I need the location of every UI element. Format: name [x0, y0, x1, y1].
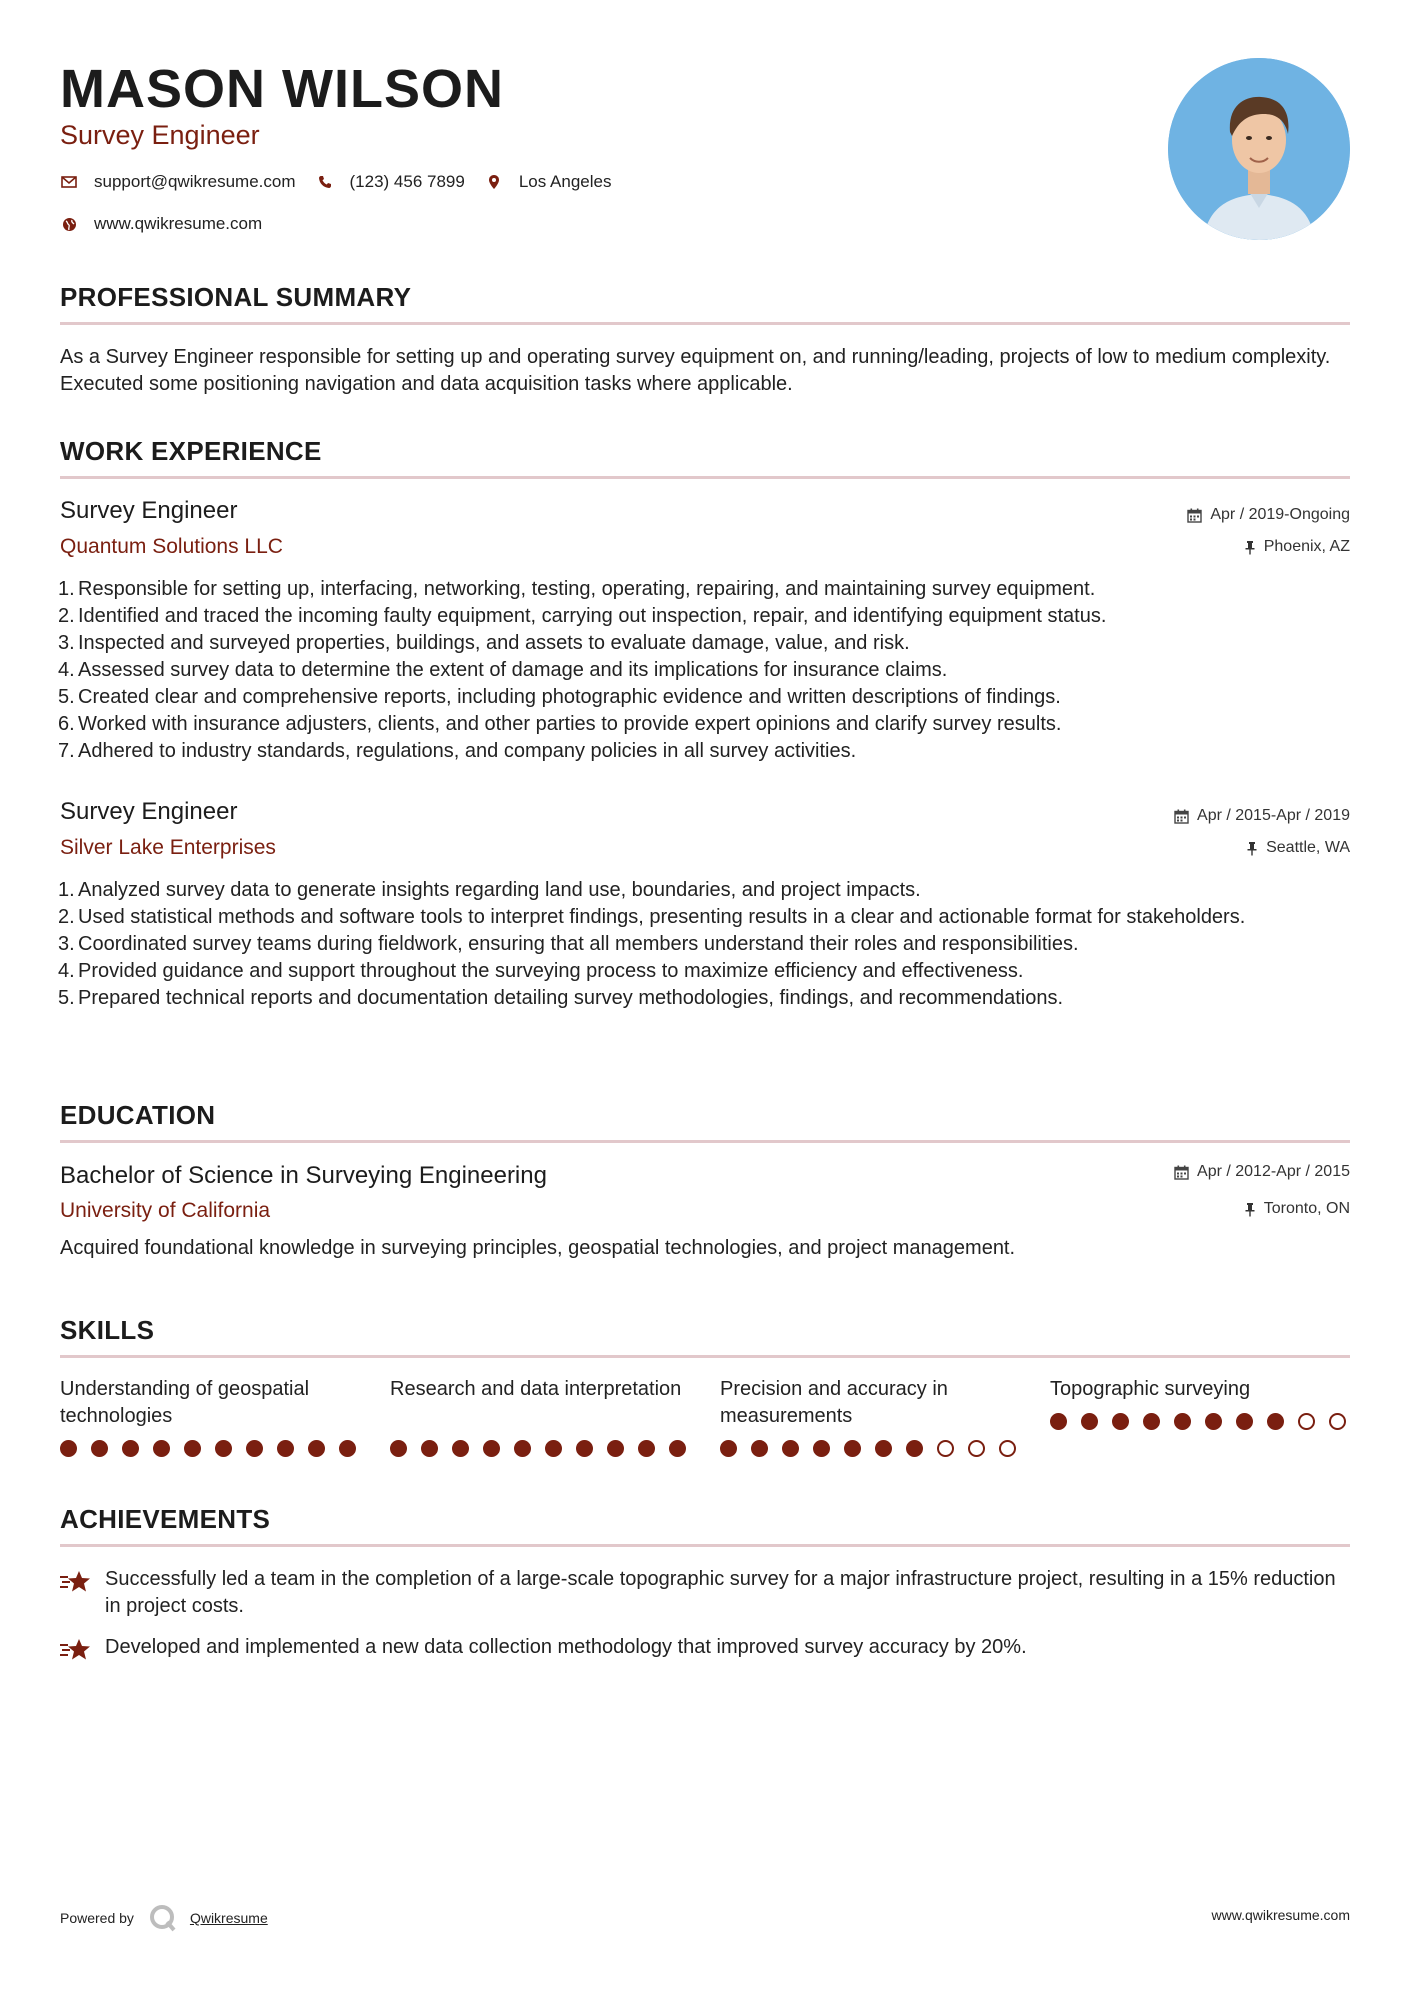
- rating-dot-filled: [1236, 1413, 1253, 1430]
- rating-dot-filled: [782, 1440, 799, 1457]
- list-item: 1. Analyzed survey data to generate insights regarding land use, boundaries, and project impacts.: [58, 879, 921, 901]
- experience-heading: WORK EXPERIENCE: [60, 436, 322, 466]
- rating-dot-filled: [1112, 1413, 1129, 1430]
- skill-item: [60, 1376, 360, 1457]
- achievements-divider: [60, 1544, 1350, 1547]
- job-location-text: Seattle, WA: [1266, 839, 1350, 856]
- rating-dot-filled: [669, 1440, 686, 1457]
- job-location-text: Phoenix, AZ: [1263, 538, 1350, 555]
- summary-heading: PROFESSIONAL SUMMARY: [60, 282, 412, 312]
- rating-dot-filled: [1205, 1413, 1222, 1430]
- achievement-item: [60, 1634, 1350, 1667]
- rating-dot-filled: [1081, 1413, 1098, 1430]
- rating-dot-empty: [999, 1440, 1016, 1457]
- list-item: 5. Prepared technical reports and documentation detailing survey methodologies, findings, and recommendations.: [58, 987, 1064, 1009]
- rating-dot-filled: [184, 1440, 201, 1457]
- rating-dot-filled: [514, 1440, 531, 1457]
- rating-dot-filled: [875, 1440, 892, 1457]
- rating-dot-filled: [813, 1440, 830, 1457]
- star-award-icon: [60, 1634, 105, 1667]
- summary-divider: [60, 322, 1350, 325]
- rating-dot-filled: [215, 1440, 232, 1457]
- rating-dot-filled: [60, 1440, 77, 1457]
- list-item: 4. Provided guidance and support throughout the surveying process to maximize efficiency and effectiveness.: [58, 960, 1024, 982]
- rating-dot-filled: [638, 1440, 655, 1457]
- experience-divider: [60, 476, 1350, 479]
- pushpin-icon: [1246, 841, 1258, 856]
- skill-name: Research and data interpretation: [390, 1378, 682, 1400]
- rating-dot-filled: [452, 1440, 469, 1457]
- achievements-heading: ACHIEVEMENTS: [60, 1504, 271, 1534]
- job-title: Survey Engineer: [60, 497, 238, 524]
- candidate-role: Survey Engineer: [60, 120, 260, 150]
- website-item: [60, 214, 262, 234]
- calendar-icon: [1174, 1165, 1189, 1180]
- achievement-item: [60, 1566, 1350, 1620]
- skills-divider: [60, 1355, 1350, 1358]
- company-name: Silver Lake Enterprises: [60, 836, 276, 859]
- footer-powered-by: [60, 1903, 268, 1933]
- skill-rating: [60, 1440, 360, 1457]
- powered-by-label: Powered by: [60, 1910, 134, 1926]
- job-location: [1244, 538, 1350, 556]
- skill-name: Precision and accuracy in measurements: [720, 1378, 948, 1427]
- rating-dot-filled: [1174, 1413, 1191, 1430]
- company-name: Quantum Solutions LLC: [60, 535, 283, 558]
- pushpin-icon: [1244, 1202, 1256, 1217]
- profile-photo: [1168, 58, 1350, 240]
- job-dates-text: Apr / 2019-Ongoing: [1210, 506, 1350, 523]
- education-dates-text: Apr / 2012-Apr / 2015: [1197, 1163, 1350, 1180]
- job-dates: [1174, 807, 1350, 825]
- rating-dot-filled: [246, 1440, 263, 1457]
- achievement-text: Developed and implemented a new data collection methodology that improved survey accuracy by 20%.: [105, 1636, 1027, 1658]
- job-location: [1246, 839, 1350, 857]
- skill-item: [390, 1376, 690, 1457]
- contact-row: [60, 172, 631, 192]
- rating-dot-empty: [937, 1440, 954, 1457]
- education-location: [1244, 1200, 1350, 1218]
- list-item: 3. Coordinated survey teams during fieldwork, ensuring that all members understand their roles and responsibilities.: [58, 933, 1079, 955]
- rating-dot-filled: [122, 1440, 139, 1457]
- person-avatar-icon: [1168, 58, 1350, 240]
- rating-dot-filled: [607, 1440, 624, 1457]
- skill-item: [1050, 1376, 1350, 1430]
- list-item: 2. Used statistical methods and software tools to interpret findings, presenting results in a clear and actionable format for stakeholders.: [58, 906, 1246, 928]
- skill-name: Topographic surveying: [1050, 1378, 1251, 1400]
- skill-rating: [720, 1440, 1020, 1457]
- list-item: 7. Adhered to industry standards, regulations, and company policies in all survey activities.: [58, 740, 857, 762]
- rating-dot-filled: [483, 1440, 500, 1457]
- list-item: 3. Inspected and surveyed properties, buildings, and assets to evaluate damage, value, and risk.: [58, 632, 910, 654]
- rating-dot-filled: [339, 1440, 356, 1457]
- star-award-icon: [60, 1566, 105, 1620]
- education-description: Acquired foundational knowledge in surveying principles, geospatial technologies, and project management.: [60, 1237, 1016, 1259]
- candidate-name: MASON WILSON: [60, 59, 504, 119]
- skills-heading: SKILLS: [60, 1315, 155, 1345]
- location-text: Los Angeles: [518, 172, 612, 191]
- rating-dot-filled: [91, 1440, 108, 1457]
- skill-name: Understanding of geospatial technologies: [60, 1378, 310, 1427]
- calendar-icon: [1174, 809, 1189, 824]
- mail-icon: [60, 173, 78, 191]
- skill-rating: [1050, 1413, 1350, 1430]
- rating-dot-filled: [277, 1440, 294, 1457]
- rating-dot-empty: [1329, 1413, 1346, 1430]
- footer-website[interactable]: www.qwikresume.com: [1211, 1907, 1350, 1923]
- map-pin-icon: [485, 173, 503, 191]
- rating-dot-filled: [576, 1440, 593, 1457]
- job-bullets: [60, 576, 1350, 765]
- rating-dot-filled: [844, 1440, 861, 1457]
- skill-item: [720, 1376, 1020, 1457]
- degree-title: Bachelor of Science in Surveying Engineering: [60, 1162, 547, 1189]
- job-dates-text: Apr / 2015-Apr / 2019: [1197, 807, 1350, 824]
- rating-dot-filled: [1050, 1413, 1067, 1430]
- list-item: 1. Responsible for setting up, interfacing, networking, testing, operating, repairing, and maintaining survey equipment.: [58, 578, 1096, 600]
- email-text[interactable]: support@qwikresume.com: [94, 172, 296, 191]
- education-heading: EDUCATION: [60, 1100, 216, 1130]
- achievement-text: Successfully led a team in the completion of a large-scale topographic survey for a major infrastructure project, resulting in a 15% reduction in project costs.: [105, 1568, 1336, 1617]
- rating-dot-filled: [153, 1440, 170, 1457]
- rating-dot-filled: [906, 1440, 923, 1457]
- rating-dot-filled: [390, 1440, 407, 1457]
- website-text[interactable]: www.qwikresume.com: [94, 214, 263, 233]
- rating-dot-empty: [1298, 1413, 1315, 1430]
- education-location-text: Toronto, ON: [1263, 1200, 1350, 1217]
- rating-dot-empty: [968, 1440, 985, 1457]
- education-dates: [1174, 1163, 1350, 1181]
- email-item: [60, 172, 296, 192]
- phone-icon: [316, 173, 334, 191]
- location-item: [485, 172, 612, 192]
- list-item: 2. Identified and traced the incoming faulty equipment, carrying out inspection, repair, and identifying equipment status.: [58, 605, 1107, 627]
- phone-text[interactable]: (123) 456 7899: [349, 172, 465, 191]
- job-title: Survey Engineer: [60, 798, 238, 825]
- education-divider: [60, 1140, 1350, 1143]
- job-dates: [1187, 506, 1350, 524]
- skill-rating: [390, 1440, 690, 1457]
- rating-dot-filled: [1267, 1413, 1284, 1430]
- rating-dot-filled: [545, 1440, 562, 1457]
- list-item: 5. Created clear and comprehensive reports, including photographic evidence and written descriptions of findings.: [58, 686, 1061, 708]
- globe-icon: [60, 215, 78, 233]
- calendar-icon: [1187, 508, 1202, 523]
- phone-item: [316, 172, 465, 192]
- qwikresume-logo-icon: [148, 1903, 178, 1933]
- job-bullets: [60, 877, 1350, 1012]
- list-item: 6. Worked with insurance adjusters, clients, and other parties to provide expert opinions and clarify survey results.: [58, 713, 1062, 735]
- rating-dot-filled: [720, 1440, 737, 1457]
- brand-link[interactable]: Qwikresume: [189, 1910, 268, 1926]
- list-item: 4. Assessed survey data to determine the extent of damage and its implications for insurance claims.: [58, 659, 948, 681]
- rating-dot-filled: [421, 1440, 438, 1457]
- summary-text: As a Survey Engineer responsible for setting up and operating survey equipment on, and running/leading, projects of low to medium complexity. Executed some positioning navigation and data acquisition tasks where applicable.: [60, 346, 1331, 395]
- website-row: [60, 214, 282, 234]
- pushpin-icon: [1244, 540, 1256, 555]
- rating-dot-filled: [751, 1440, 768, 1457]
- rating-dot-filled: [308, 1440, 325, 1457]
- rating-dot-filled: [1143, 1413, 1160, 1430]
- school-name: University of California: [60, 1199, 271, 1222]
